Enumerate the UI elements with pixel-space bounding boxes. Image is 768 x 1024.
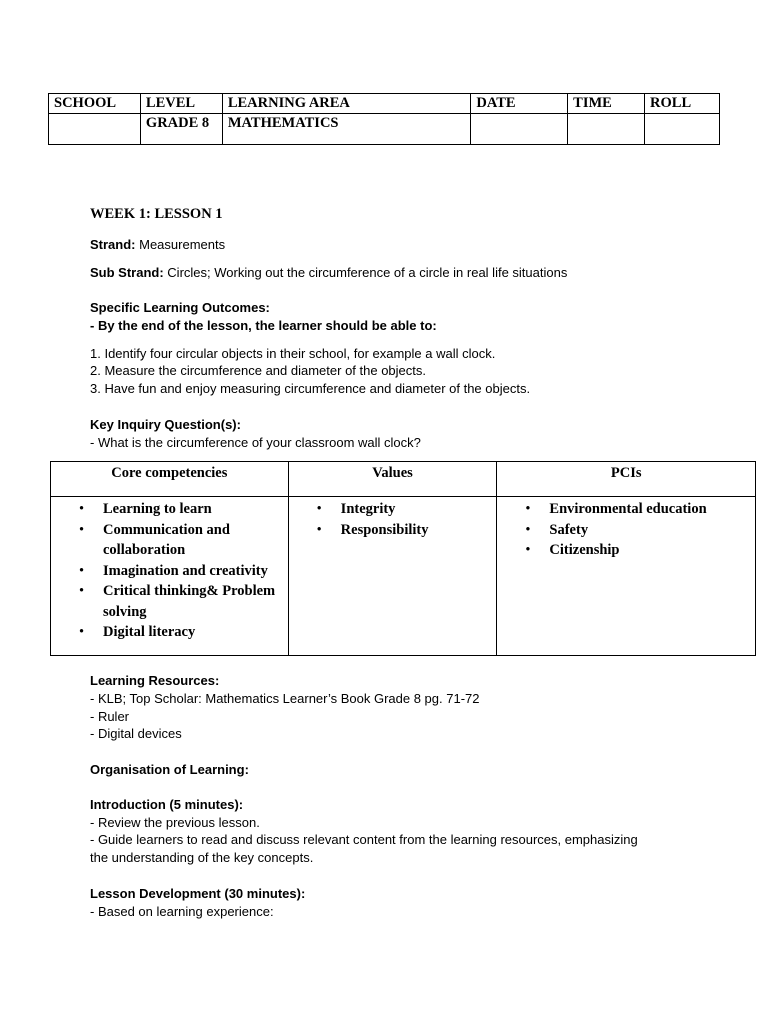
pcis-cell [497,497,756,656]
value-time [568,114,645,145]
header-table [48,93,720,145]
value-learning-area: MATHEMATICS [222,114,471,145]
list-item: • Imagination and creativity [51,561,288,582]
sub-strand-value: Circles; Working out the circumference of a circle in real life situations [167,265,568,280]
strand-label: Strand: [90,237,136,252]
development-item: - Based on learning experience: [90,904,274,919]
list-item: • Critical thinking& Problem solving [51,581,288,622]
list-item: • Learning to learn [51,499,288,520]
header-pcis: PCIs [497,462,756,497]
values-cell [288,497,497,656]
lesson-title: WEEK 1: LESSON 1 [90,206,223,222]
intro-item: - Review the previous lesson. [90,815,260,830]
header-school: SCHOOL [49,94,141,114]
resource-item: - KLB; Top Scholar: Mathematics Learner’s Book Grade 8 pg. 71-72 [90,691,480,706]
kiq-heading: Key Inquiry Question(s): [90,417,241,432]
value-school [49,114,141,145]
header-roll: ROLL [645,94,720,114]
value-date [471,114,568,145]
outcome-2: 2. Measure the circumference and diameter of the objects. [90,363,427,378]
list-item: • Integrity [289,499,497,520]
list-item: • Environmental education [497,499,755,520]
header-learning-area: LEARNING AREA [222,94,471,114]
intro-item: - Guide learners to read and discuss relevant content from the learning resources, emphasizing [90,832,638,847]
list-item: • Responsibility [289,520,497,541]
header-time: TIME [568,94,645,114]
list-item: • Digital literacy [51,622,288,643]
list-item: • Safety [497,520,755,541]
slo-heading: Specific Learning Outcomes: [90,300,270,315]
strand-value: Measurements [139,237,226,252]
slo-intro: - By the end of the lesson, the learner should be able to: [90,318,437,333]
list-item: • Communication and collaboration [51,520,288,561]
header-level: LEVEL [140,94,222,114]
intro-item: the understanding of the key concepts. [90,850,314,865]
header-core-competencies: Core competencies [51,462,289,497]
outcome-1: 1. Identify four circular objects in their school, for example a wall clock. [90,346,496,361]
outcome-3: 3. Have fun and enjoy measuring circumference and diameter of the objects. [90,381,531,396]
lesson-development-heading: Lesson Development (30 minutes): [90,886,306,901]
sub-strand-line [90,264,567,282]
resource-item: - Digital devices [90,726,182,741]
value-roll [645,114,720,145]
organisation-heading: Organisation of Learning: [90,762,249,777]
competency-table [50,461,756,656]
header-date: DATE [471,94,568,114]
value-level: GRADE 8 [140,114,222,145]
resources-heading: Learning Resources: [90,673,220,688]
list-item: • Citizenship [497,540,755,561]
header-values: Values [288,462,497,497]
strand-line [90,236,225,254]
resource-item: - Ruler [90,709,130,724]
sub-strand-label: Sub Strand: [90,265,164,280]
core-competencies-cell [51,497,289,656]
kiq-text: - What is the circumference of your classroom wall clock? [90,435,421,450]
introduction-heading: Introduction (5 minutes): [90,797,244,812]
